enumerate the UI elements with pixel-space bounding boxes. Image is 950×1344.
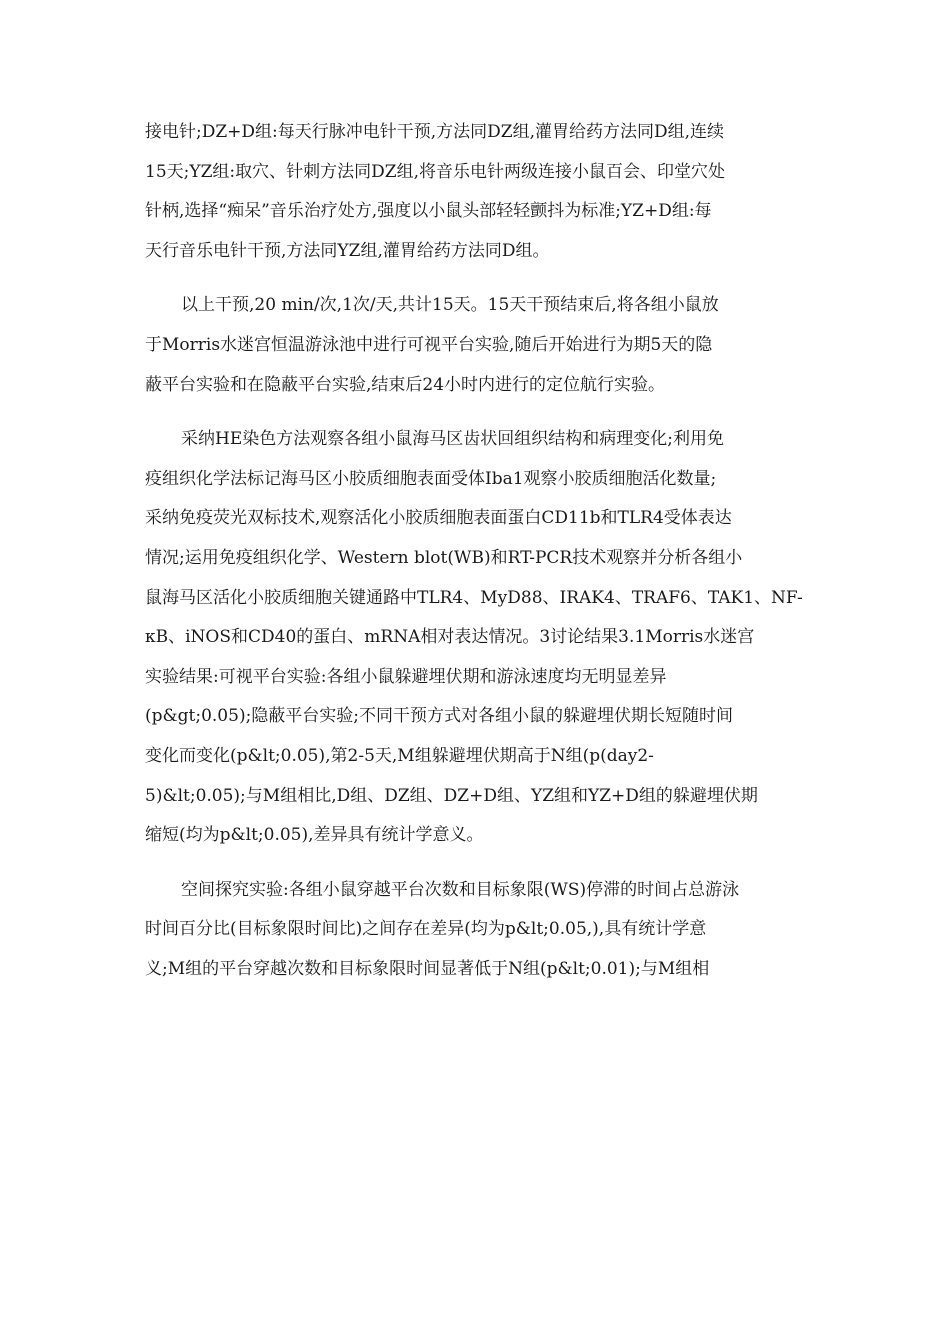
text-line: 实验结果:可视平台实验:各组小鼠躲避埋伏期和游泳速度均无明显差异: [145, 666, 667, 687]
paragraph-intervention-schedule: [145, 286, 810, 405]
paragraph-spatial-probe: [145, 871, 810, 990]
text-line: κB、iNOS和CD40的蛋白、mRNA相对表达情况。3讨论结果3.1Morris水迷宫: [145, 627, 755, 648]
text-line: 缩短(均为p&lt;0.05),差异具有统计学意义。: [145, 825, 484, 846]
text-line: 接电针;DZ+D组:每天行脉冲电针干预,方法同DZ组,灌胃给药方法同D组,连续: [145, 122, 725, 142]
paragraph-intervention-methods: [145, 113, 810, 271]
text-line: 鼠海马区活化小胶质细胞关键通路中TLR4、MyD88、IRAK4、TRAF6、TAK1、NF-: [145, 587, 803, 608]
text-line: 情况;运用免疫组织化学、Western blot(WB)和RT-PCR技术观察并分析各组小: [145, 547, 743, 568]
text-line: 采纳免疫荧光双标技术,观察活化小胶质细胞表面蛋白CD11b和TLR4受体表达: [145, 508, 732, 529]
text-line: 以上干预,20 min/次,1次/天,共计15天。15天干预结束后,将各组小鼠放: [181, 295, 719, 316]
text-line: 蔽平台实验和在隐蔽平台实验,结束后24小时内进行的定位航行实验。: [145, 374, 666, 395]
text-line: 针柄,选择“痴呆”音乐治疗处方,强度以小鼠头部轻轻颤抖为标准;YZ+D组:每: [145, 201, 712, 222]
text-line: 天行音乐电针干预,方法同YZ组,灌胃给药方法同D组。: [145, 240, 550, 261]
text-line: 5)&lt;0.05);与M组相比,D组、DZ组、DZ+D组、YZ组和YZ+D组的躲避埋伏期: [145, 785, 758, 806]
text-line: 疫组织化学法标记海马区小胶质细胞表面受体Iba1观察小胶质细胞活化数量;: [145, 468, 717, 489]
paragraph-methods-results: [145, 420, 810, 856]
text-line: 变化而变化(p&lt;0.05),第2-5天,M组躲避埋伏期高于N组(p(day2-: [145, 745, 654, 766]
text-line: 义;M组的平台穿越次数和目标象限时间显著低于N组(p&lt;0.01);与M组相: [145, 958, 710, 979]
text-line: 空间探究实验:各组小鼠穿越平台次数和目标象限(WS)停滞的时间占总游泳: [181, 879, 740, 900]
text-line: 于Morris水迷宫恒温游泳池中进行可视平台实验,随后开始进行为期5天的隐: [145, 334, 713, 355]
text-line: 时间百分比(目标象限时间比)之间存在差异(均为p&lt;0.05,),具有统计学意: [145, 919, 707, 940]
text-line: 15天;YZ组:取穴、针刺方法同DZ组,将音乐电针两级连接小鼠百会、印堂穴处: [145, 161, 725, 182]
text-line: 采纳HE染色方法观察各组小鼠海马区齿状回组织结构和病理变化;利用免: [181, 429, 724, 450]
body-text: [145, 113, 810, 989]
text-line: (p&gt;0.05);隐蔽平台实验;不同干预方式对各组小鼠的躲避埋伏期长短随时间: [145, 706, 734, 727]
